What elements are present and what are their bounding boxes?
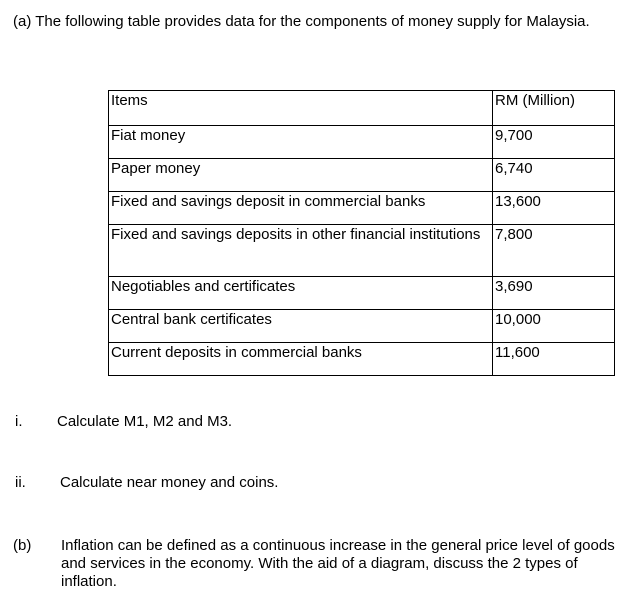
item-cell: Fiat money — [109, 126, 493, 159]
table-row — [109, 126, 615, 159]
question-text-i: Calculate M1, M2 and M3. — [57, 413, 233, 430]
table-row — [109, 192, 615, 225]
table-row — [109, 343, 615, 376]
header-value: RM (Million) — [493, 91, 615, 126]
item-cell: Fixed and savings deposits in other financial institutions — [109, 225, 493, 277]
question-text-ii: Calculate near money and coins. — [60, 474, 279, 491]
table-header-row — [109, 91, 615, 126]
intro-paragraph: (a) The following table provides data for the components of money supply for Malaysia. — [13, 13, 590, 30]
table-row — [109, 159, 615, 192]
table-row — [109, 225, 615, 277]
table-row — [109, 310, 615, 343]
item-cell: Central bank certificates — [109, 310, 493, 343]
money-supply-table — [108, 90, 615, 376]
value-cell: 3,690 — [493, 277, 615, 310]
value-cell: 9,700 — [493, 126, 615, 159]
question-text-b: Inflation can be defined as a continuous increase in the general price level of goods and services in the economy. With the aid of a diagram, discuss the 2 types of inflation. — [61, 537, 615, 590]
table-row — [109, 277, 615, 310]
header-items: Items — [109, 91, 493, 126]
question-marker-i: i. — [15, 413, 23, 430]
value-cell: 7,800 — [493, 225, 615, 277]
value-cell: 13,600 — [493, 192, 615, 225]
item-cell: Fixed and savings deposit in commercial banks — [109, 192, 493, 225]
item-cell: Current deposits in commercial banks — [109, 343, 493, 376]
question-marker-b: (b) — [13, 537, 32, 554]
question-marker-ii: ii. — [15, 474, 26, 491]
value-cell: 11,600 — [493, 343, 615, 376]
item-cell: Paper money — [109, 159, 493, 192]
value-cell: 10,000 — [493, 310, 615, 343]
value-cell: 6,740 — [493, 159, 615, 192]
item-cell: Negotiables and certificates — [109, 277, 493, 310]
